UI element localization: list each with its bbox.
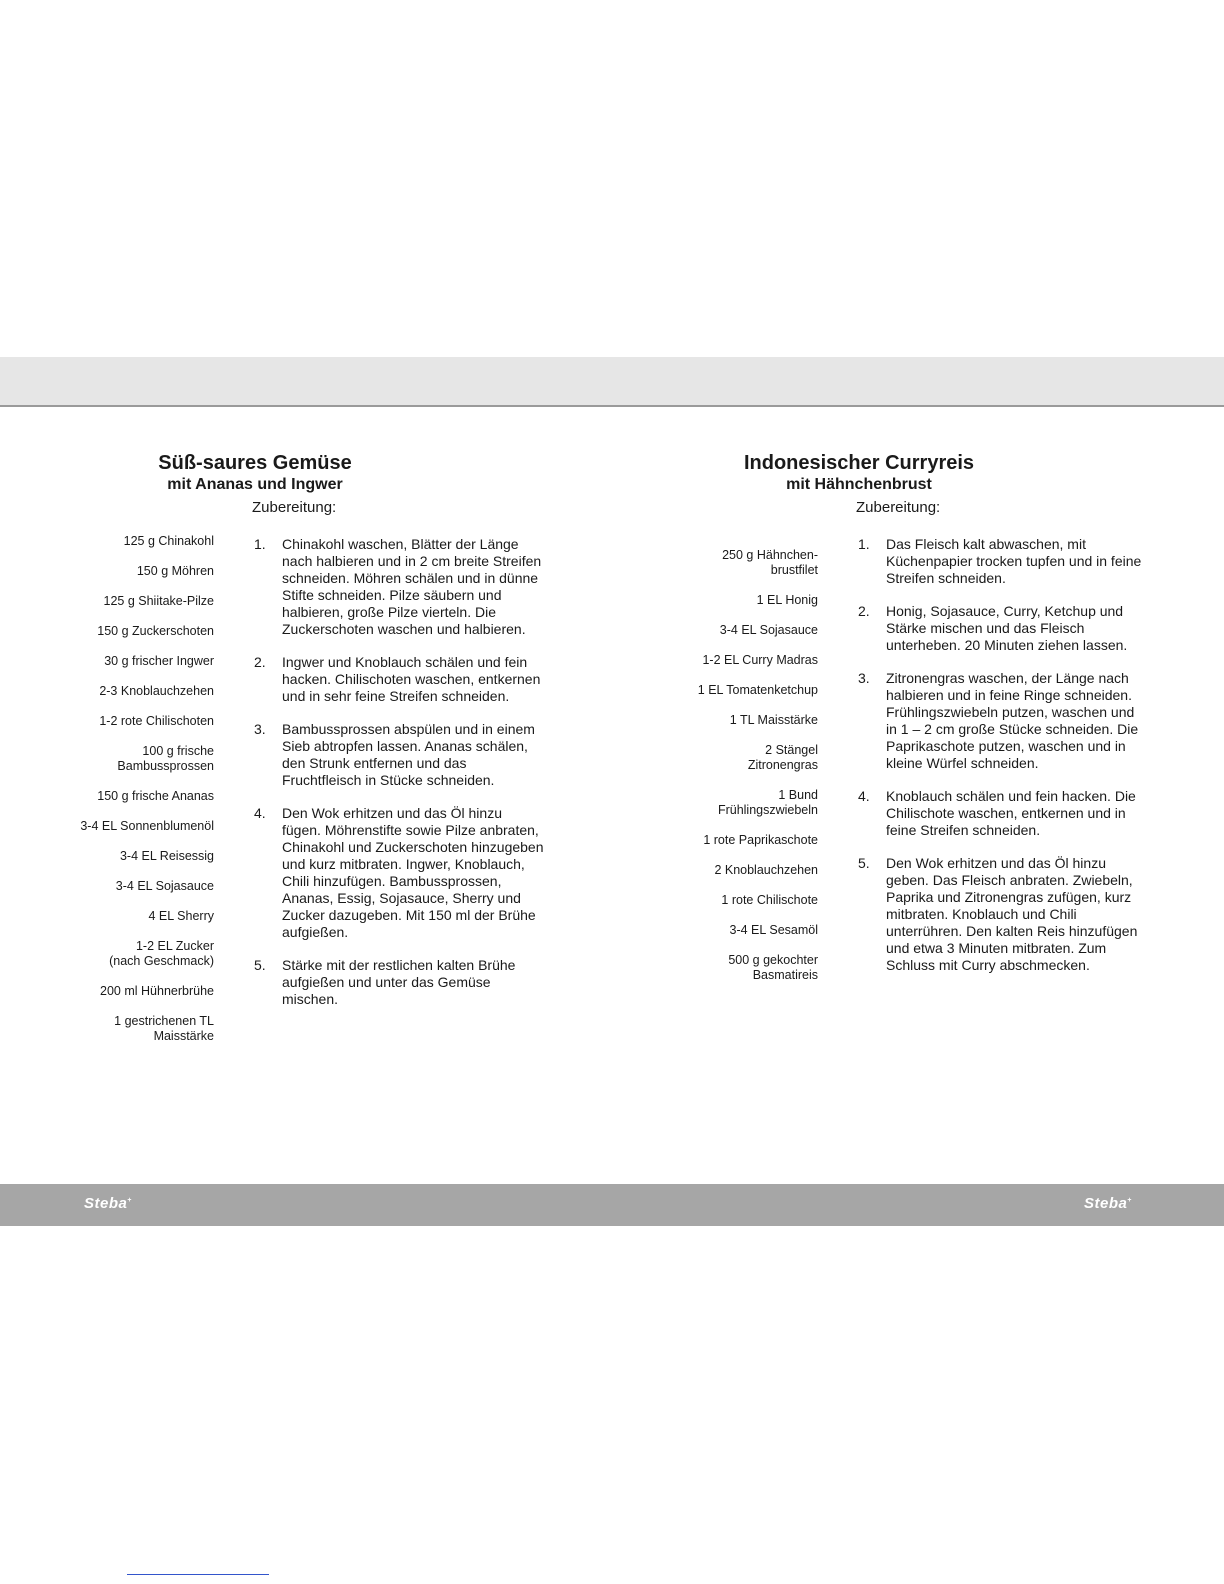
step-number: 3. [254,721,266,737]
recipe-subtitle: mit Ananas und Ingwer [167,476,343,494]
ingredient-item: 125 g Chinakohl [123,534,214,548]
ingredient-item: 1 rote Paprikaschote [703,833,818,847]
step-number: 2. [858,603,870,619]
ingredient-item: 1 Bund Frühlingszwiebeln [717,788,818,817]
step-text: Honig, Sojasauce, Curry, Ketchup und Stärke mischen und das Fleisch unterheben. 20 Minuten ziehen lassen. [886,603,1128,653]
step-text: Chinakohl waschen, Blätter der Länge nach halbieren und in 2 cm breite Streifen schneiden. Möhren schälen und in dünne Stifte schneiden. Pilze säubern und halbieren, große Pilze vierteln. Die Zuckerschoten waschen und halbieren. [282,536,542,637]
step-text: Den Wok erhitzen und das Öl hinzu geben. Das Fleisch anbraten. Zwiebeln, Paprika und Zitronengras zufügen, kurz mitbraten. Knoblauch und Chili unterrühren. Den kalten Reis hinzufügen und etwa 3 Minuten mitbraten. Zum Schluss mit Curry abschmecken. [886,855,1138,973]
ingredient-list [664,548,818,998]
step-number: 1. [254,536,266,552]
ingredient-item: 1 rote Chilischote [721,893,818,907]
step-number: 5. [254,957,266,973]
step-list [856,536,1148,990]
step-item [856,855,1148,974]
logo-text: Steba [1084,1195,1128,1212]
step-item [856,788,1148,839]
step-text: Den Wok erhitzen und das Öl hinzu fügen. Möhrenstifte sowie Pilze anbraten, Chinakohl und Zuckerschoten hinzugeben und kurz mitbraten. Ingwer, Knoblauch, Chili hinzufügen. Bambussprossen, Ananas, Essig, Sojasauce, Sherry und Zucker dazugeben. Mit 150 ml der Brühe aufgießen. [282,805,544,940]
header-band [0,357,1224,407]
recipe-subtitle: mit Hähnchenbrust [786,476,932,494]
step-number: 3. [858,670,870,686]
step-text: Ingwer und Knoblauch schälen und fein hacken. Chilischoten waschen, entkernen und in sehr feine Streifen schneiden. [282,654,541,704]
recipe-title: Süß-saures Gemüse [158,452,352,475]
ingredient-item: 100 g frische Bambussprossen [117,744,214,773]
step-item [252,654,544,705]
step-text: Zitronengras waschen, der Länge nach halbieren und in feine Ringe schneiden. Frühlingszwiebeln putzen, waschen und in 1 – 2 cm große Stücke schneiden. Die Paprikaschote putzen, waschen und in kleine Würfel schneiden. [886,670,1139,771]
ingredient-item: 3-4 EL Sesamöl [729,923,818,937]
ingredient-item: 150 g frische Ananas [97,789,214,803]
ingredient-item: 1-2 EL Zucker (nach Geschmack) [109,939,214,968]
ingredient-item: 1 EL Honig [756,593,818,607]
preparation-label: Zubereitung: [856,499,941,516]
ingredient-item: 150 g Möhren [136,564,214,578]
recipe-right [664,438,1224,1088]
recipe-title: Indonesischer Curryreis [743,452,975,475]
step-list [252,536,544,1024]
ingredient-item: 3-4 EL Sojasauce [115,879,214,893]
step-number: 2. [254,654,266,670]
ingredient-item: 2 Knoblauchzehen [714,863,818,877]
step-item [252,721,544,789]
step-item [856,670,1148,772]
ingredient-item: 250 g Hähnchen- brustfilet [722,548,818,577]
ingredient-item: 1 EL Tomatenketchup [697,683,818,697]
ingredient-item: 1 TL Maisstärke [729,713,818,727]
ingredient-item: 3-4 EL Sonnenblumenöl [80,819,214,833]
ingredient-item: 1-2 rote Chilischoten [99,714,214,728]
step-number: 1. [858,536,870,552]
step-item [252,957,544,1008]
ingredient-item: 500 g gekochter Basmatireis [728,953,818,982]
preparation-label: Zubereitung: [252,499,337,516]
ingredient-item: 3-4 EL Sojasauce [719,623,818,637]
ingredient-item: 4 EL Sherry [148,909,214,923]
logo-text: Steba [84,1195,128,1212]
ingredient-item: 2 Stängel Zitronengras [747,743,818,772]
ingredient-list [60,534,214,1059]
step-item [856,536,1148,587]
ingredient-item: 2-3 Knoblauchzehen [99,684,214,698]
step-text: Bambussprossen abspülen und in einem Sieb abtropfen lassen. Ananas schälen, den Strunk entfernen und das Fruchtfleisch in Stücke schneiden. [282,721,535,788]
ingredient-item: 3-4 EL Reisessig [119,849,214,863]
step-text: Stärke mit der restlichen kalten Brühe aufgießen und unter das Gemüse mischen. [282,957,516,1007]
step-number: 4. [858,788,870,804]
step-number: 5. [858,855,870,871]
ingredient-item: 200 ml Hühnerbrühe [100,984,214,998]
step-item [252,805,544,941]
ingredient-item: 125 g Shiitake-Pilze [103,594,214,608]
step-item [252,536,544,638]
footer-band [0,1184,1224,1226]
brand-logo-left: Steba+ [84,1195,132,1212]
ingredient-item: 150 g Zuckerschoten [97,624,214,638]
ingredient-item: 1-2 EL Curry Madras [702,653,818,667]
recipe-left [60,438,620,1088]
step-number: 4. [254,805,266,821]
ingredient-item: 30 g frischer Ingwer [104,654,214,668]
step-text: Knoblauch schälen und fein hacken. Die Chilischote waschen, entkernen und in feine Streifen schneiden. [886,788,1136,838]
step-item [856,603,1148,654]
brand-logo-right: Steba+ [1084,1195,1132,1212]
ingredient-item: 1 gestrichenen TL Maisstärke [114,1014,214,1043]
page-link-underline [127,1574,269,1575]
step-text: Das Fleisch kalt abwaschen, mit Küchenpapier trocken tupfen und in feine Streifen schneiden. [886,536,1142,586]
